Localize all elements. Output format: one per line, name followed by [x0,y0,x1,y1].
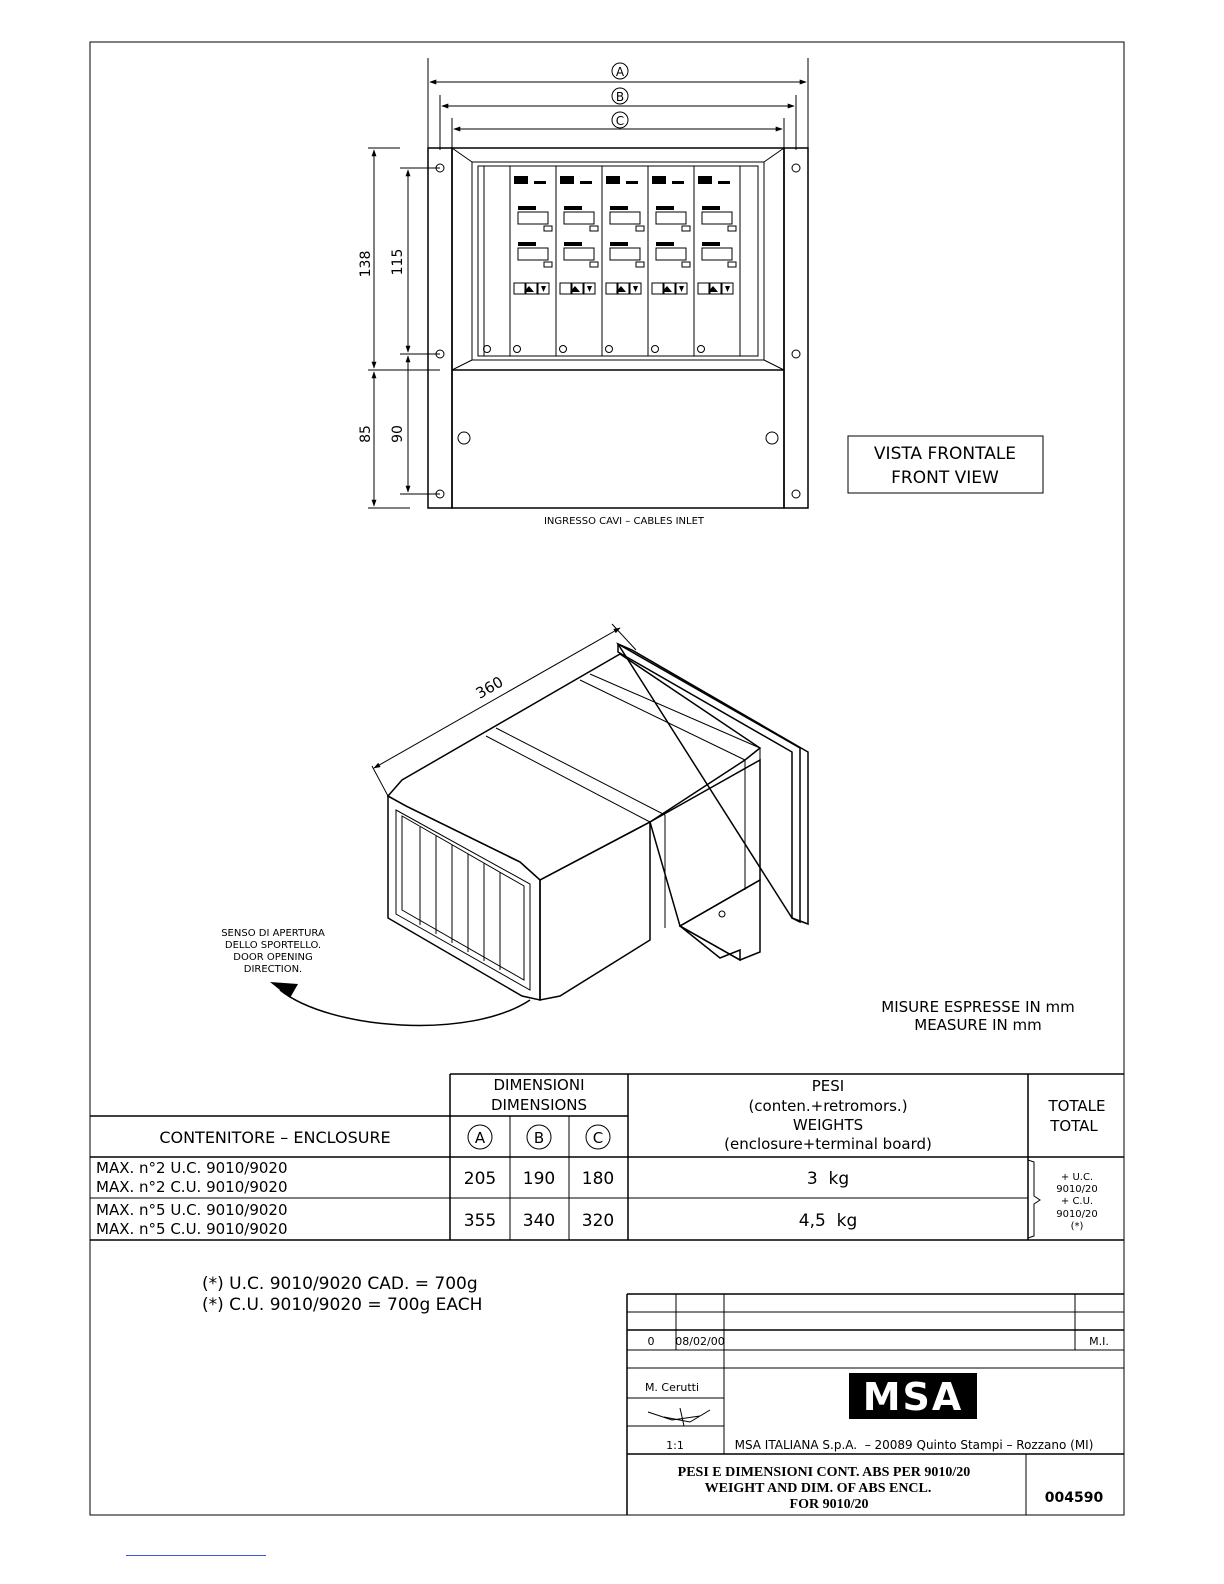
row1-weight: 3 kg [806,1169,850,1189]
module-screw [652,346,659,353]
module-display [560,176,574,184]
down-arrow-icon [679,286,684,292]
down-arrow-icon [633,286,638,292]
module-screw [698,346,705,353]
module-button [514,283,525,294]
module-button [560,283,571,294]
module-button [698,283,709,294]
dim-header-it: DIMENSIONI [493,1076,585,1094]
module-screw [560,346,567,353]
cables-inlet-label: INGRESSO CAVI – CABLES INLET [543,516,705,527]
view-title-it: VISTA FRONTALE [873,444,1017,464]
module-display [606,176,620,184]
down-arrow-icon [587,286,592,292]
dim-label-c: C [615,114,625,128]
rev-initials: M.I. [1089,1335,1109,1348]
module-button [606,283,617,294]
company-line: MSA ITALIANA S.p.A. – 20089 Quinto Stampi – Rozzano (MI) [734,1438,1094,1452]
row2-b: 340 [522,1211,556,1231]
total-note-1: + U.C. [1060,1172,1094,1183]
module-key [544,262,552,267]
dim-header-en: DIMENSIONS [490,1096,588,1114]
module-display [514,176,528,184]
weights-header-3: WEIGHTS [792,1116,864,1134]
module-screen [518,248,548,260]
module-indicators [518,206,536,210]
module-indicators [610,206,628,210]
down-arrow-icon [725,286,730,292]
door-note-line-1: SENSO DI APERTURA [221,928,325,939]
footnote-1: (*) U.C. 9010/9020 CAD. = 700g [202,1274,478,1294]
module-screen [702,212,732,224]
module-screen [518,212,548,224]
row2-weight: 4,5 kg [798,1211,858,1231]
bottom-link-line [126,1555,266,1556]
door-note-line-3: DOOR OPENING [233,952,313,963]
isometric-view [221,624,808,1025]
module-key [636,262,644,267]
module-key [682,226,690,231]
down-arrow-icon [541,286,546,292]
module-indicators [564,242,582,246]
total-note-4: 9010/20 [1056,1209,1098,1220]
module-display [698,176,712,184]
units-note-it: MISURE ESPRESSE IN mm [881,998,1075,1016]
rev-number: 0 [647,1335,655,1348]
row2-line2: MAX. n°5 C.U. 9010/9020 [96,1220,288,1238]
total-note-3: + C.U. [1060,1196,1094,1207]
title-line-3: FOR 9010/20 [789,1497,869,1512]
module-indicators [702,206,720,210]
row1-b: 190 [522,1169,556,1189]
dim-label-a: A [615,65,625,79]
module-screen [564,248,594,260]
module-display [652,176,666,184]
row2-c: 320 [581,1211,615,1231]
drawing-number: 004590 [1044,1490,1104,1506]
module-screw [606,346,613,353]
module-screen [564,212,594,224]
module-indicators [702,242,720,246]
rack-modules [484,166,741,356]
row2-line1: MAX. n°5 U.C. 9010/9020 [96,1201,288,1219]
module-indicators [656,206,674,210]
module-key [728,262,736,267]
module-button [652,283,663,294]
front-view [358,58,808,527]
drawing-scale: 1:1 [666,1439,684,1452]
dim-90: 90 [390,425,406,443]
module-screw [514,346,521,353]
module-screen [702,248,732,260]
module-screen [656,212,686,224]
module-led [626,181,638,184]
col-c: C [592,1129,604,1147]
module-led [580,181,592,184]
col-a: A [474,1129,486,1147]
dim-85: 85 [358,425,374,443]
iso-length-label: 360 [472,672,507,703]
module-indicators [610,242,628,246]
module-key [590,262,598,267]
dim-138: 138 [358,250,374,278]
door-note-line-2: DELLO SPORTELLO. [224,940,322,951]
row1-c: 180 [581,1169,615,1189]
module-indicators [656,242,674,246]
units-note-en: MEASURE IN mm [914,1016,1042,1034]
weights-header-2: (conten.+retromors.) [748,1097,908,1115]
row1-line2: MAX. n°2 C.U. 9010/9020 [96,1178,288,1196]
module-led [718,181,730,184]
total-note-5: (*) [1070,1221,1084,1232]
module-led [672,181,684,184]
author-name: M. Cerutti [644,1381,700,1394]
footnote-2: (*) C.U. 9010/9020 = 700g EACH [202,1295,483,1315]
total-note-2: 9010/20 [1056,1184,1098,1195]
dim-115: 115 [390,248,406,276]
view-title-en: FRONT VIEW [891,468,999,488]
enclosure-header: CONTENITORE – ENCLOSURE [159,1128,391,1147]
module-screen [610,248,640,260]
row1-a: 205 [463,1169,497,1189]
row1-line1: MAX. n°2 U.C. 9010/9020 [96,1159,288,1177]
module-indicators [564,206,582,210]
total-header-it: TOTALE [1048,1097,1106,1115]
col-b: B [533,1129,545,1147]
row2-a: 355 [463,1211,497,1231]
total-header-en: TOTAL [1050,1117,1098,1135]
module-screw [484,346,491,353]
dim-label-b: B [615,90,625,104]
weights-header-1: PESI [811,1077,845,1095]
module-key [682,262,690,267]
module-key [728,226,736,231]
module-key [544,226,552,231]
title-line-1: PESI E DIMENSIONI CONT. ABS PER 9010/20 [677,1465,971,1480]
module-indicators [518,242,536,246]
module-screen [656,248,686,260]
module-key [636,226,644,231]
module-led [534,181,546,184]
door-note-line-4: DIRECTION. [243,964,303,975]
weights-header-4: (enclosure+terminal board) [724,1135,932,1153]
title-line-2: WEIGHT AND DIM. OF ABS ENCL. [704,1481,932,1496]
module-screen [610,212,640,224]
msa-logo: MSA [862,1375,964,1419]
rev-date: 08/02/00 [675,1335,725,1348]
module-key [590,226,598,231]
